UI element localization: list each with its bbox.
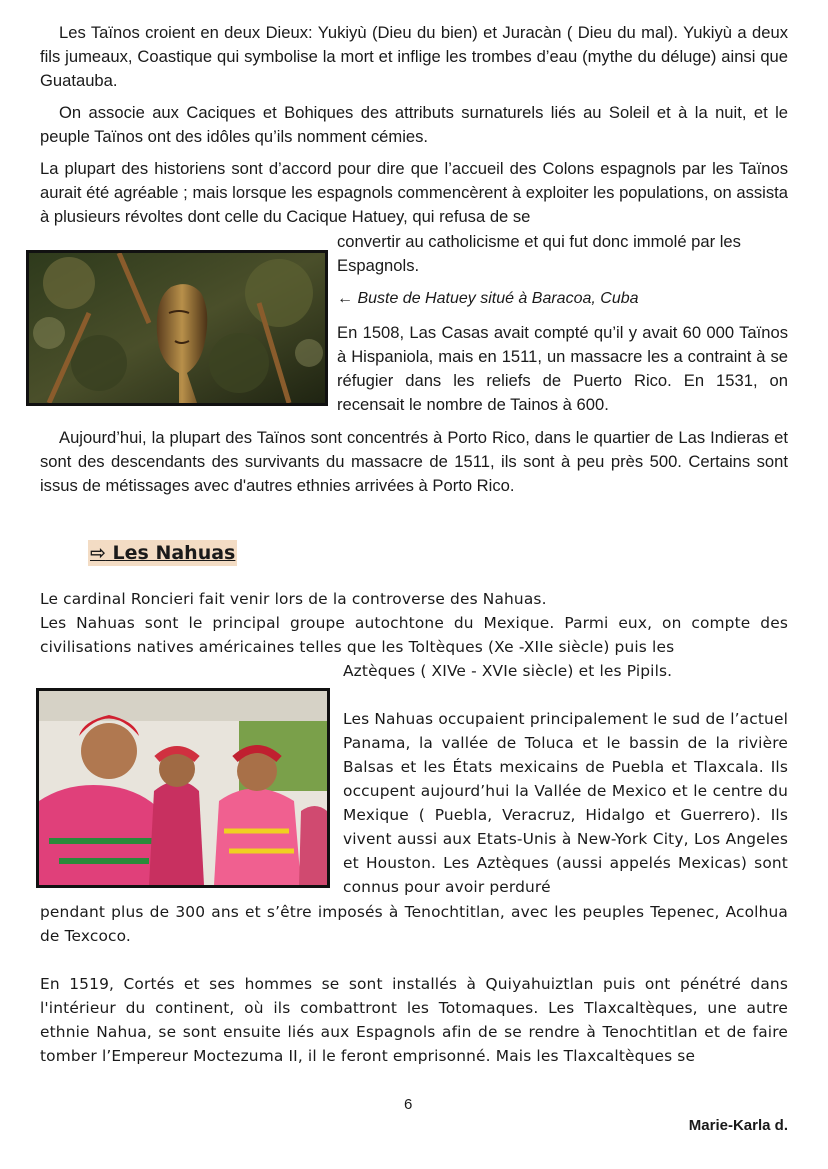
hatuey-bust-photo	[26, 250, 328, 406]
hatuey-bust-illustration	[29, 253, 325, 403]
author-signature: Marie-Karla d.	[688, 1117, 788, 1134]
section-title: Les Nahuas	[112, 542, 236, 564]
paragraph-nahuas-territory: Les Nahuas occupaient principalement le sud de l’actuel Panama, la vallée de Toluca et le bassin de la rivière Balsas et les États mexicains de Puebla et Tlaxcala. Ils occupent aujourd’hui la Vallée de Mexico et le centre du Mexique ( Puebla, Veracruz, Hidalgo et Guerrero). Ils vivent aussi aux Etats-Unis à New-York City, Los Angeles et Houston. Les Aztèques (aussi appelés Mexicas) sont connus pour avoir perduré	[343, 710, 788, 896]
paragraph-cardinal-roncieri: Le cardinal Roncieri fait venir lors de la controverse des Nahuas.	[40, 590, 547, 608]
paragraph-las-casas: En 1508, Las Casas avait compté qu’il y avait 60 000 Taïnos à Hispaniola, mais en 1511, un massacre les a contraint à se réfugier dans les reliefs de Puerto Rico. En 1531, on recensait le nombre de Tainos à 600.	[337, 323, 788, 414]
section-heading-nahuas	[88, 540, 237, 566]
hatuey-photo-caption: ← Buste de Hatuey situé à Baracoa, Cuba	[337, 290, 639, 307]
page-number: 6	[404, 1096, 413, 1113]
paragraph-cortes: En 1519, Cortés et ses hommes se sont installés à Quiyahuiztlan puis ont pénétré dans l'intérieur du continent, où ils combattront les Totomaques. Les Tlaxcaltèques, une autre ethnie Nahua, se sont ensuite liés aux Espagnols afin de se rendre à Tenochtitlan et de faire tomber l’Empereur Moctezuma II, il le feront emprisonné. Mais les Tlaxcaltèques se	[40, 975, 788, 1065]
paragraph-historians-continued: convertir au catholicisme et qui fut donc immolé par les Espagnols.	[337, 232, 741, 275]
paragraph-nahuas-intro-continued: Aztèques ( XIVe - XVIe siècle) et les Pipils.	[343, 662, 673, 680]
paragraph-nahuas-intro: Les Nahuas sont le principal groupe autochtone du Mexique. Parmi eux, on compte des civilisations natives américaines telles que les Toltèques (Xe -XIIe siècle) puis les	[40, 614, 788, 656]
paragraph-tainos-gods: Les Taïnos croient en deux Dieux: Yukiyù (Dieu du bien) et Juracàn ( Dieu du mal). Yukiyù a deux fils jumeaux, Coastique qui symbolise la mort et inflige les trombes d’eau (mythe du déluge) ainsi que Guatauba.	[40, 23, 788, 90]
nahua-women-illustration	[39, 691, 327, 885]
paragraph-nahuas-territory-continued: pendant plus de 300 ans et s’être imposés à Tenochtitlan, avec les peuples Tepenec, Acolhua de Texcoco.	[40, 903, 788, 945]
arrow-right-icon: ⇨	[90, 542, 106, 564]
paragraph-tainos-today: Aujourd’hui, la plupart des Taïnos sont concentrés à Porto Rico, dans le quartier de Las Indieras et sont des descendants des survivants du massacre de 1511, ils sont à peu près 500. Certains sont issus de métissages avec d'autres ethnies arrivées à Porto Rico.	[40, 428, 788, 495]
paragraph-historians: La plupart des historiens sont d’accord pour dire que l’accueil des Colons espagnols par les Taïnos aurait été agréable ; mais lorsque les espagnols commencèrent à exploiter les populations, on assista à plusieurs révoltes dont celle du Cacique Hatuey, qui refusa de se	[40, 159, 788, 226]
paragraph-caciques: On associe aux Caciques et Bohiques des attributs surnaturels liés au Soleil et à la nuit, et le peuple Taïnos ont des idôles qu’ils nomment cémies.	[40, 103, 788, 146]
nahua-women-photo	[36, 688, 330, 888]
